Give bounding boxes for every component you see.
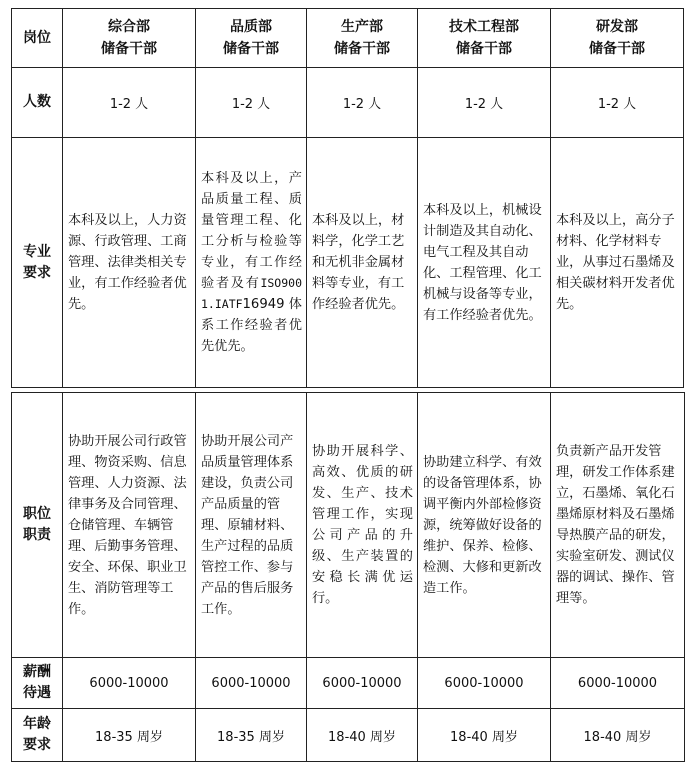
headcount-value: 1-2 人 <box>418 68 551 138</box>
header-cell-quality: 品质部 储备干部 <box>196 9 307 68</box>
major-requirement: 本科及以上，人力资源、行政管理、工商管理、法律类相关专业，有工作经验者优先。 <box>63 138 196 388</box>
age-value: 18-40 周岁 <box>551 709 685 762</box>
salary-row <box>12 658 685 709</box>
major-requirement: 本科及以上，高分子材料、化学材料专业，从事过石墨烯及相关碳材料开发者优先。 <box>551 138 684 388</box>
salary-value: 6000-10000 <box>551 658 685 709</box>
headcount-value: 1-2 人 <box>551 68 684 138</box>
major-row <box>12 138 684 388</box>
header-cell-production: 生产部 储备干部 <box>307 9 418 68</box>
recruitment-table-top <box>11 8 684 388</box>
header-cell-general-affairs: 综合部 储备干部 <box>63 9 196 68</box>
duty-description: 协助开展科学、高效、优质的研发、生产、技术管理工作，实现公司产品的升级、生产装置的安稳长满优运行。 <box>307 393 418 658</box>
major-requirement: 本科及以上，材料学，化学工艺和无机非金属材料等专业，有工作经验者优先。 <box>307 138 418 388</box>
position-label: 岗位 <box>12 9 63 68</box>
salary-value: 6000-10000 <box>63 658 196 709</box>
headcount-value: 1-2 人 <box>307 68 418 138</box>
salary-value: 6000-10000 <box>196 658 307 709</box>
headcount-row <box>12 68 684 138</box>
salary-value: 6000-10000 <box>307 658 418 709</box>
age-value: 18-40 周岁 <box>418 709 551 762</box>
header-cell-engineering: 技术工程部 储备干部 <box>418 9 551 68</box>
duty-description: 协助开展公司产品质量管理体系建设，负责公司产品质量的管理、原辅材料、生产过程的品质管控工作、参与产品的售后服务工作。 <box>196 393 307 658</box>
major-requirement: 本科及以上，产品质量工程、质量管理工程、化工分析与检验等专业，有工作经验者及有ISO9001.IATF16949 体系工作经验者优先优先。 <box>196 138 307 388</box>
major-requirement: 本科及以上，机械设计制造及其自动化、电气工程及其自动化、工程管理、化工机械与设备等专业，有工作经验者优先。 <box>418 138 551 388</box>
age-label: 年龄 要求 <box>12 709 63 762</box>
age-value: 18-35 周岁 <box>196 709 307 762</box>
age-row <box>12 709 685 762</box>
age-value: 18-40 周岁 <box>307 709 418 762</box>
duty-description: 协助建立科学、有效的设备管理体系，协调平衡内外部检修资源，统筹做好设备的维护、保养、检修、检测、大修和更新改造工作。 <box>418 393 551 658</box>
duties-label: 职位 职责 <box>12 393 63 658</box>
duty-description: 负责新产品开发管理，研发工作体系建立，石墨烯、氧化石墨烯原材料及石墨烯导热膜产品的研发，实验室研发、测试仪器的调试、操作、管理等。 <box>551 393 685 658</box>
header-cell-rnd: 研发部 储备干部 <box>551 9 684 68</box>
recruitment-table-bottom <box>11 392 685 762</box>
headcount-value: 1-2 人 <box>196 68 307 138</box>
header-row <box>12 9 684 68</box>
headcount-value: 1-2 人 <box>63 68 196 138</box>
headcount-label: 人数 <box>12 68 63 138</box>
salary-label: 薪酬 待遇 <box>12 658 63 709</box>
major-label: 专业 要求 <box>12 138 63 388</box>
duties-row <box>12 393 685 658</box>
salary-value: 6000-10000 <box>418 658 551 709</box>
duty-description: 协助开展公司行政管理、物资采购、信息管理、人力资源、法律事务及合同管理、仓储管理、车辆管理、后勤事务管理、安全、环保、职业卫生、消防管理等工作。 <box>63 393 196 658</box>
age-value: 18-35 周岁 <box>63 709 196 762</box>
